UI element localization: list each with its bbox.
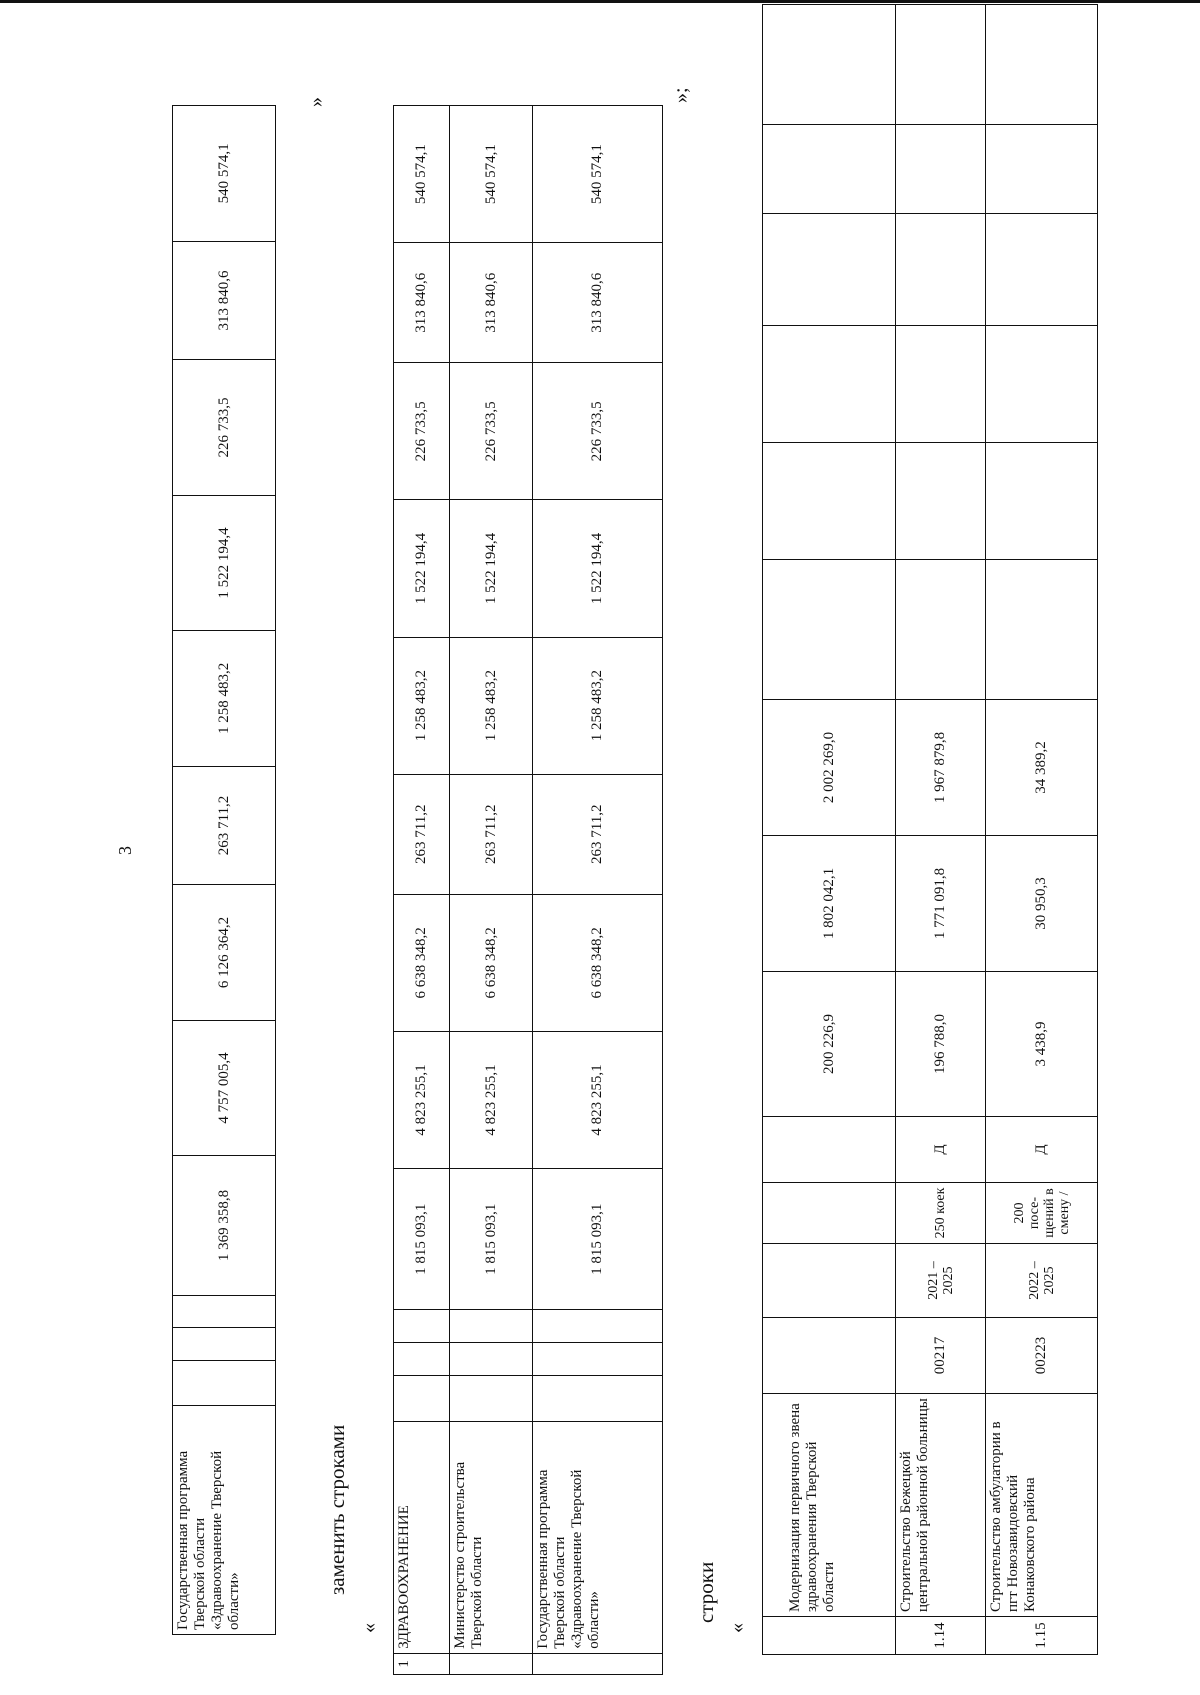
- code-cell: 00217: [896, 1318, 986, 1394]
- table-replacement-rows: [393, 105, 663, 1675]
- value-cell: 263 711,2: [394, 774, 450, 894]
- table-original-row: [172, 105, 276, 1635]
- value-cell: 4 823 255,1: [533, 1031, 663, 1168]
- value-cell: 30 950,3: [986, 836, 1098, 972]
- row-name: Строительство амбулатории в пгт Новозавидовский Конаковского района: [986, 1394, 1098, 1617]
- value-cell: 1 258 483,2: [533, 637, 663, 774]
- capacity-cell: 200 посе-щений в смену /: [986, 1183, 1098, 1244]
- type-cell: Д: [896, 1117, 986, 1183]
- row-number: 1.14: [896, 1617, 986, 1655]
- type-cell: [763, 1117, 896, 1183]
- value-cell: 1 522 194,4: [533, 500, 663, 637]
- type-cell: Д: [986, 1117, 1098, 1183]
- value-cell: 1 522 194,4: [450, 500, 533, 637]
- value-cell: 540 574,1: [450, 106, 533, 243]
- value-cell: 1 771 091,8: [896, 836, 986, 972]
- value-cell: 313 840,6: [173, 241, 276, 360]
- row-name: ЗДРАВООХРАНЕНИЕ: [394, 1422, 450, 1654]
- value-cell: 1 258 483,2: [173, 631, 276, 766]
- row-name: Министерство строительства Тверской области: [450, 1422, 533, 1654]
- value-cell: 226 733,5: [450, 363, 533, 500]
- value-cell: 4 823 255,1: [450, 1031, 533, 1168]
- value-cell: 226 733,5: [533, 363, 663, 500]
- value-cell: 263 711,2: [173, 766, 276, 885]
- value-cell: 540 574,1: [394, 106, 450, 243]
- value-cell: 1 802 042,1: [763, 836, 896, 972]
- capacity-cell: 250 коек: [896, 1183, 986, 1244]
- value-cell: 226 733,5: [394, 363, 450, 500]
- value-cell: 313 840,6: [533, 243, 663, 363]
- value-cell: 1 815 093,1: [450, 1169, 533, 1310]
- code-cell: 00223: [986, 1318, 1098, 1394]
- value-cell: 4 757 005,4: [173, 1020, 276, 1155]
- value-cell: 313 840,6: [450, 243, 533, 363]
- table-row: [763, 5, 896, 1655]
- value-cell: 313 840,6: [394, 243, 450, 363]
- open-quote-1: «: [358, 1623, 380, 1633]
- table-row: [450, 106, 533, 1675]
- row-name: Государственная программа Тверской области «Здравоохранение Тверской области»: [173, 1406, 276, 1635]
- value-cell: 540 574,1: [173, 106, 276, 242]
- page-number: 3: [115, 846, 135, 855]
- value-cell: 4 823 255,1: [394, 1031, 450, 1168]
- value-cell: 6 638 348,2: [533, 894, 663, 1031]
- rows-label: строки: [694, 1561, 718, 1623]
- value-cell: 34 389,2: [986, 700, 1098, 836]
- value-cell: 1 815 093,1: [394, 1169, 450, 1310]
- value-cell: 1 258 483,2: [450, 637, 533, 774]
- period-cell: 2021 – 2025: [896, 1244, 986, 1318]
- value-cell: 263 711,2: [533, 774, 663, 894]
- value-cell: 6 126 364,2: [173, 885, 276, 1020]
- capacity-cell: [763, 1183, 896, 1244]
- close-quote-2: »;: [670, 87, 692, 103]
- table-row: [394, 106, 450, 1675]
- code-cell: [763, 1318, 896, 1394]
- row-name: Государственная программа Тверской области «Здравоохранение Тверской области»: [533, 1422, 663, 1654]
- row-name: Строительство Бежецкой центральной районной больницы: [896, 1394, 986, 1617]
- row-number: [533, 1653, 663, 1674]
- row-number: 1.15: [986, 1617, 1098, 1655]
- value-cell: 196 788,0: [896, 972, 986, 1117]
- row-number: [763, 1617, 896, 1655]
- value-cell: 263 711,2: [450, 774, 533, 894]
- value-cell: 6 638 348,2: [450, 894, 533, 1031]
- row-number: [450, 1653, 533, 1674]
- period-cell: [763, 1244, 896, 1318]
- value-cell: 200 226,9: [763, 972, 896, 1117]
- table-new-rows: [762, 4, 1098, 1655]
- value-cell: 1 522 194,4: [394, 500, 450, 637]
- value-cell: 3 438,9: [986, 972, 1098, 1117]
- table-row: [173, 106, 276, 1635]
- table-row: [896, 5, 986, 1655]
- value-cell: 2 002 269,0: [763, 700, 896, 836]
- table-row: [986, 5, 1098, 1655]
- replace-label: заменить строками: [325, 1424, 349, 1595]
- value-cell: 1 258 483,2: [394, 637, 450, 774]
- close-quote-1: »: [305, 97, 327, 107]
- open-quote-2: «: [726, 1623, 748, 1633]
- value-cell: 226 733,5: [173, 360, 276, 495]
- row-name: Модернизация первичного звена здравоохранения Тверской области: [763, 1394, 896, 1617]
- period-cell: 2022 – 2025: [986, 1244, 1098, 1318]
- table-row: [533, 106, 663, 1675]
- value-cell: 1 522 194,4: [173, 495, 276, 630]
- value-cell: 6 638 348,2: [394, 894, 450, 1031]
- value-cell: 1 369 358,8: [173, 1156, 276, 1296]
- value-cell: 1 967 879,8: [896, 700, 986, 836]
- row-number: 1: [394, 1653, 450, 1674]
- value-cell: 1 815 093,1: [533, 1169, 663, 1310]
- value-cell: 540 574,1: [533, 106, 663, 243]
